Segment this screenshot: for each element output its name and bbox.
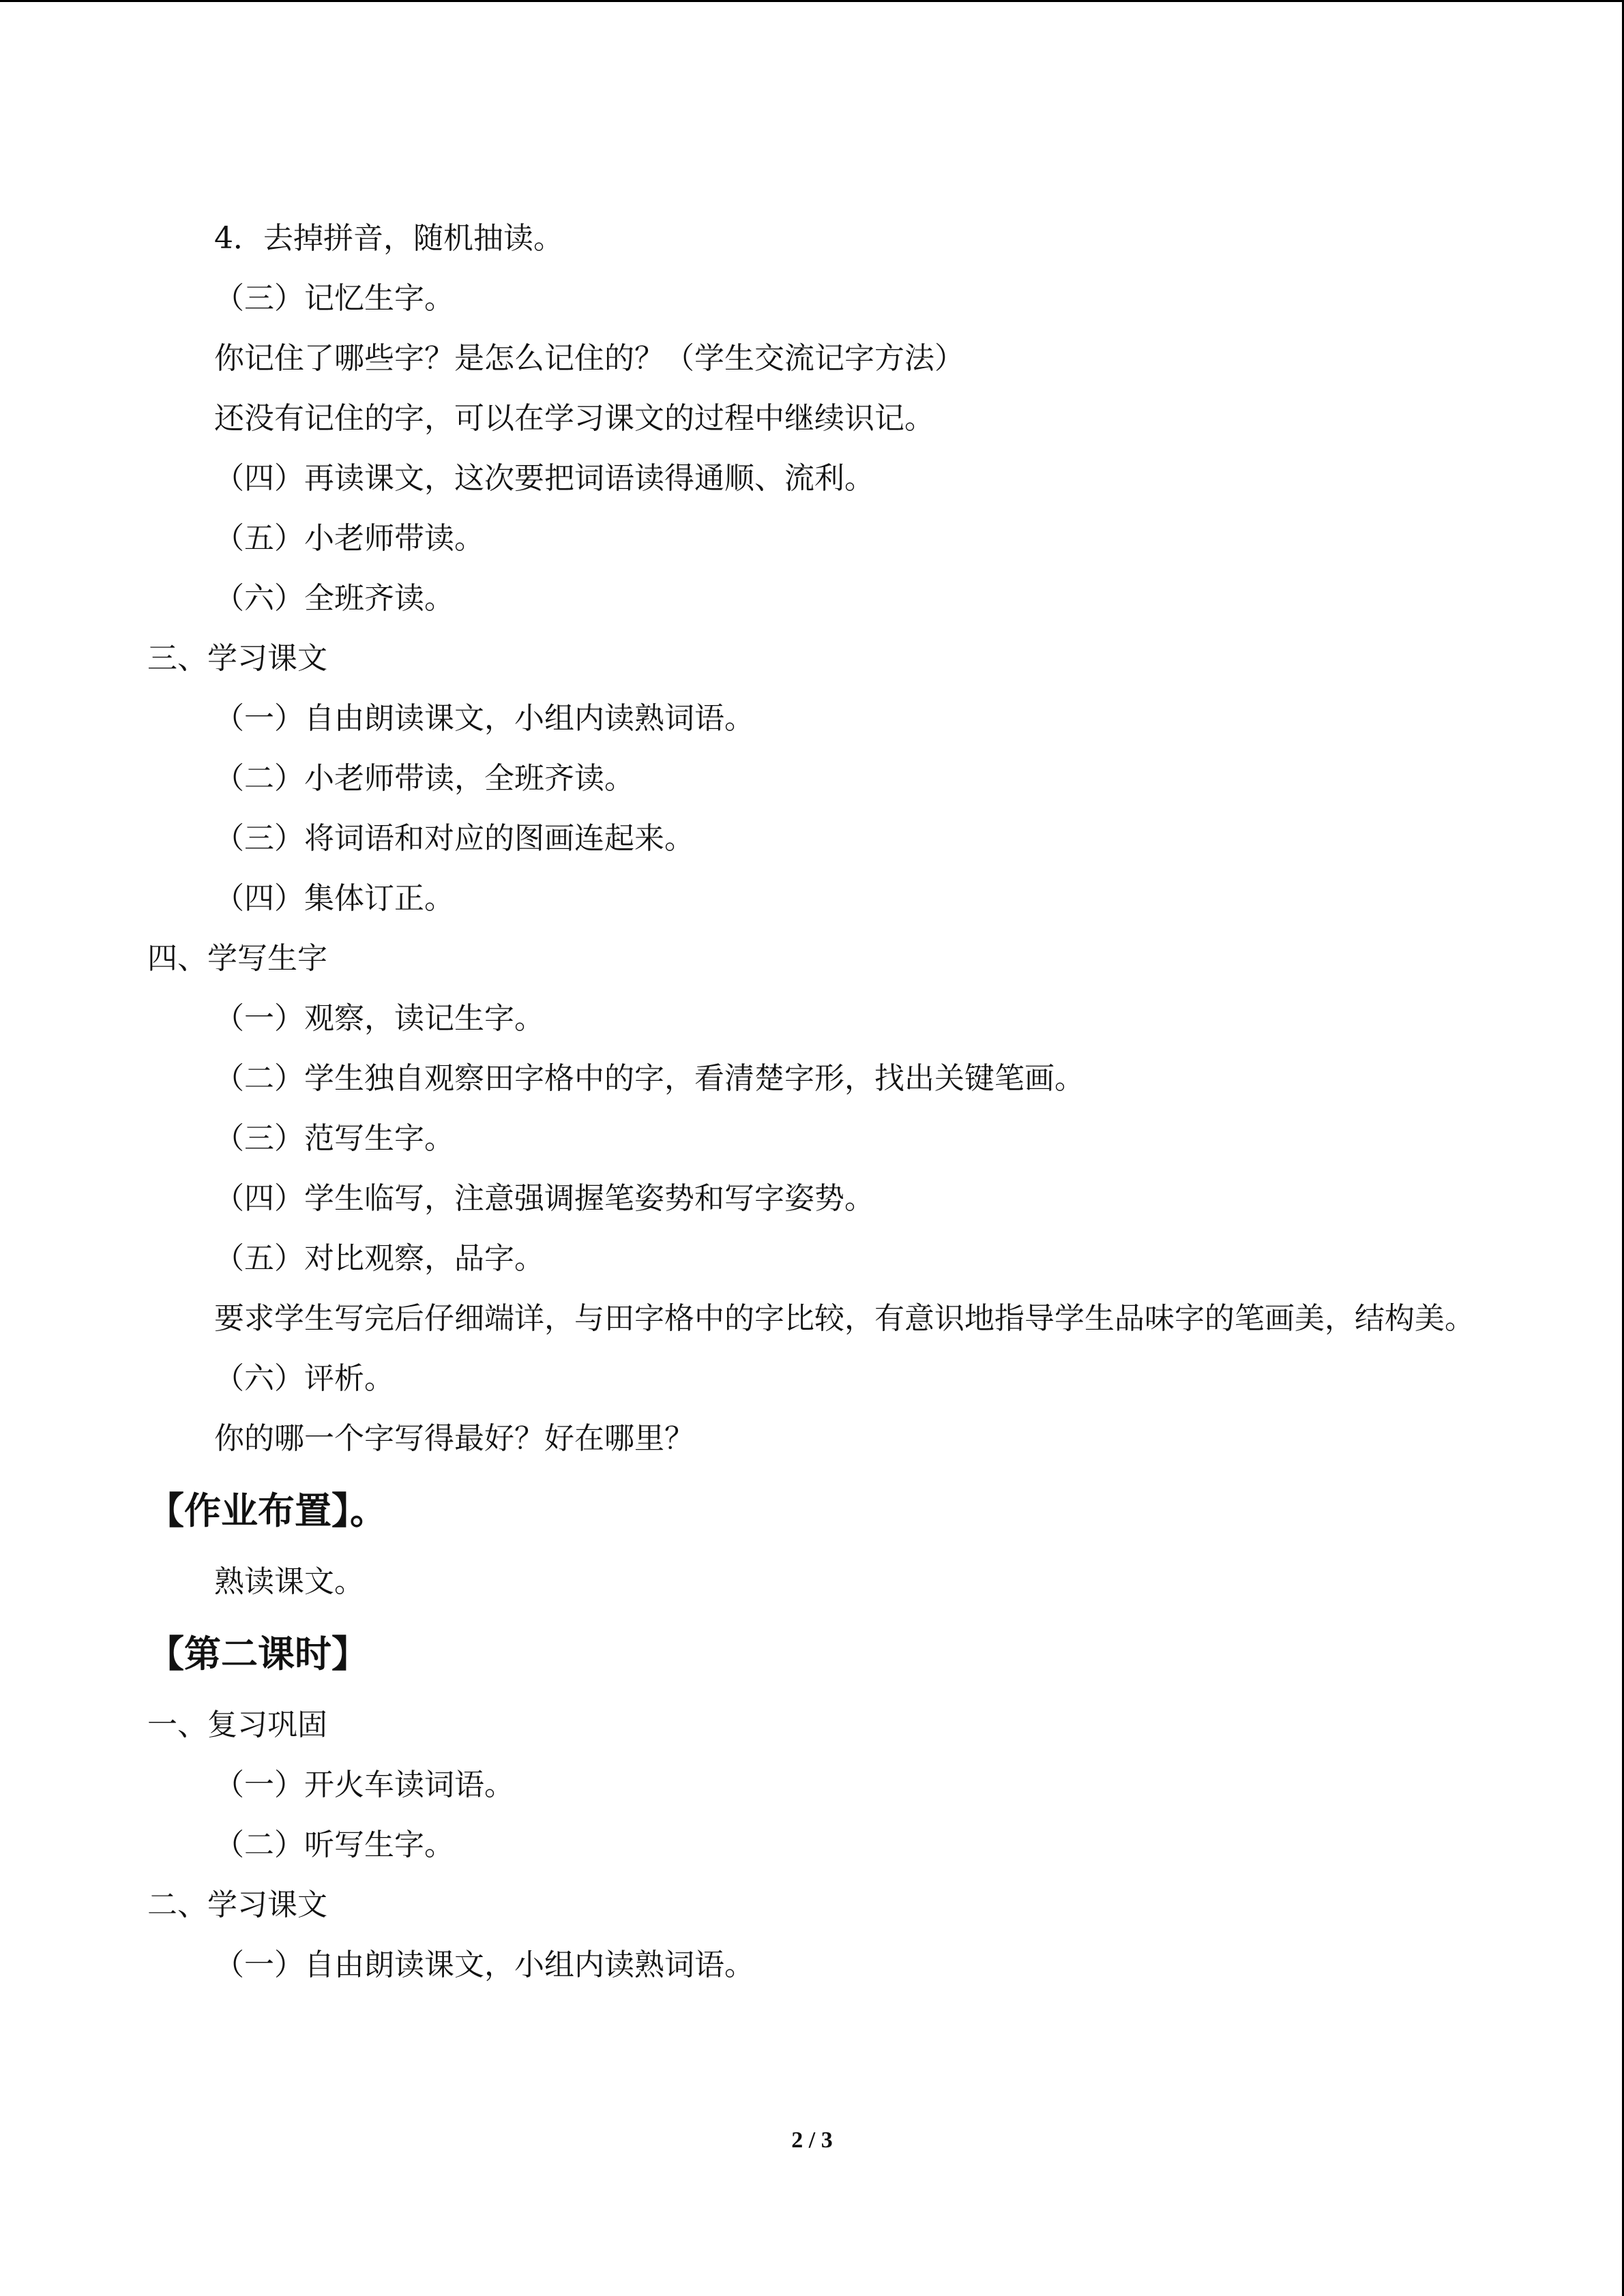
paragraph: （三）将词语和对应的图画连起来。: [214, 821, 694, 856]
page-number: 2 / 3: [791, 2128, 833, 2153]
paragraph: （五）小老师带读。: [214, 521, 484, 556]
section-heading: 四、学写生字: [147, 941, 327, 976]
paragraph: 还没有记住的字，可以在学习课文的过程中继续识记。: [214, 401, 934, 436]
paragraph: （一）自由朗读课文，小组内读熟词语。: [214, 701, 754, 736]
paragraph: （五）对比观察，品字。: [214, 1241, 544, 1276]
paragraph: （四）集体订正。: [214, 881, 454, 916]
paragraph: （一）观察，读记生字。: [214, 1001, 544, 1036]
paragraph: （二）小老师带读，全班齐读。: [214, 761, 634, 796]
paragraph: 4．去掉拼音，随机抽读。: [214, 221, 563, 256]
bold-heading-homework: 【作业布置】。: [147, 1489, 387, 1532]
paragraph: （二）听写生字。: [214, 1828, 454, 1862]
paragraph: （二）学生独自观察田字格中的字，看清楚字形，找出关键笔画。: [214, 1061, 1084, 1096]
section-heading: 一、复习巩固: [147, 1708, 327, 1742]
paragraph: （四）再读课文，这次要把词语读得通顺、流利。: [214, 461, 874, 496]
paragraph-wrapped: 要求学生写完后仔细端详，与田字格中的字比较，有意识地指导学生品味字的笔画美，结构美。: [214, 1301, 1475, 1336]
document-body: [147, 209, 1484, 1995]
paragraph: （三）范写生字。: [214, 1121, 454, 1156]
section-heading: 三、学习课文: [147, 641, 327, 676]
paragraph: （四）学生临写，注意强调握笔姿势和写字姿势。: [214, 1181, 874, 1216]
paragraph: （六）全班齐读。: [214, 581, 454, 616]
paragraph: （六）评析。: [214, 1361, 394, 1396]
section-heading: 二、学习课文: [147, 1888, 327, 1922]
paragraph: 熟读课文。: [214, 1564, 364, 1599]
paragraph: （三）记忆生字。: [214, 281, 454, 316]
top-border-line: [0, 0, 1624, 2]
paragraph: （一）自由朗读课文，小组内读熟词语。: [214, 1948, 754, 1982]
paragraph: （一）开火车读词语。: [214, 1768, 514, 1802]
paragraph: 你的哪一个字写得最好？好在哪里？: [214, 1421, 694, 1456]
bold-heading-second-lesson: 【第二课时】: [147, 1632, 368, 1675]
paragraph: 你记住了哪些字？是怎么记住的？（学生交流记字方法）: [214, 341, 964, 376]
